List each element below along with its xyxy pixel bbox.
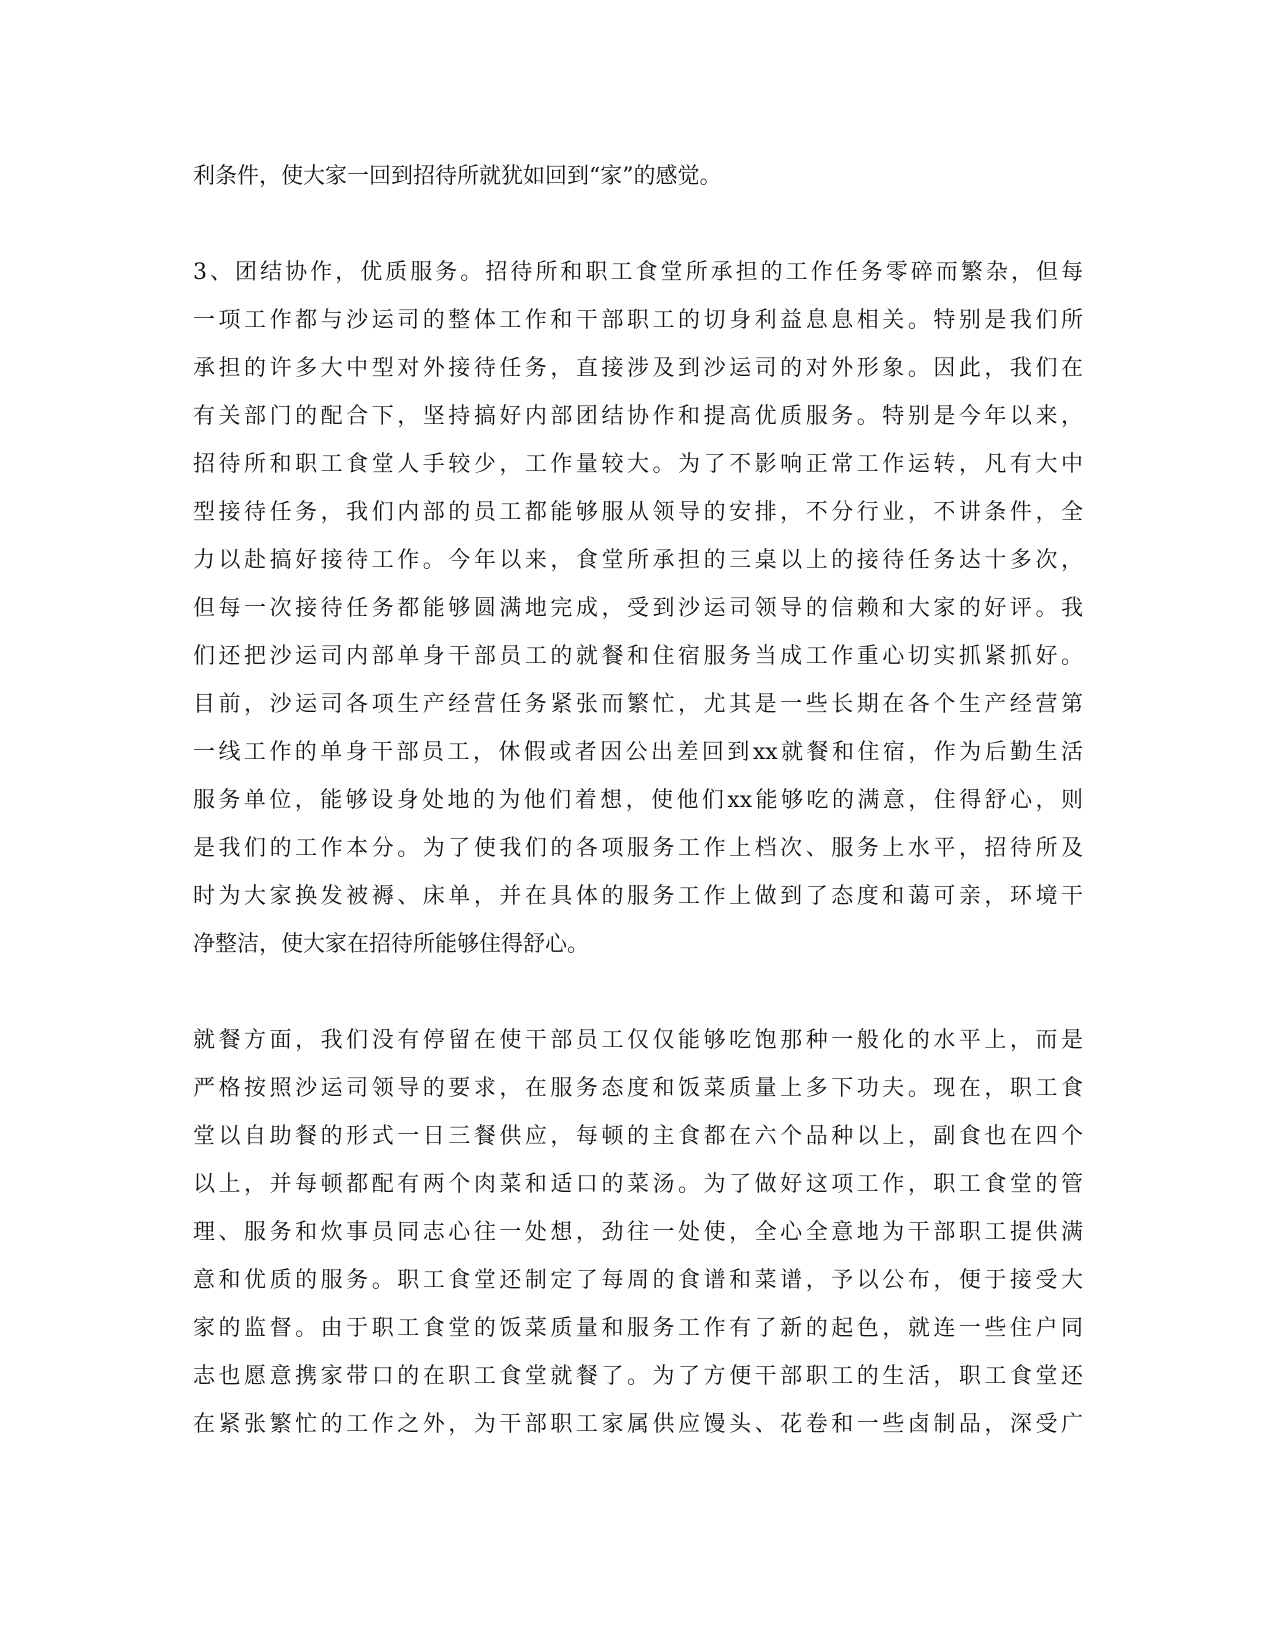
text-line: 净整洁，使大家在招待所能够住得舒心。 xyxy=(193,932,590,957)
paragraph-gap xyxy=(193,201,1083,249)
text-line: 严格按照沙运司领导的要求，在服务态度和饭菜质量上多下功夫。现在，职工食 xyxy=(193,1076,1083,1101)
text-line: 有关部门的配合下，坚持搞好内部团结协作和提高优质服务。特别是今年以来， xyxy=(193,404,1083,429)
text-line: 目前，沙运司各项生产经营任务紧张而繁忙，尤其是一些长期在各个生产经营第 xyxy=(193,692,1083,717)
text-line: 意和优质的服务。职工食堂还制定了每周的食谱和菜谱，予以公布，便于接受大 xyxy=(193,1268,1083,1293)
text-line: 们还把沙运司内部单身干部员工的就餐和住宿服务当成工作重心切实抓紧抓好。 xyxy=(193,644,1083,669)
text-line: 一线工作的单身干部员工，休假或者因公出差回到xx就餐和住宿，作为后勤生活 xyxy=(193,740,1083,765)
text-line: 3、团结协作，优质服务。招待所和职工食堂所承担的工作任务零碎而繁杂，但每 xyxy=(193,260,1083,285)
text-line: 时为大家换发被褥、床单，并在具体的服务工作上做到了态度和蔼可亲，环境干 xyxy=(193,884,1083,909)
text-line: 承担的许多大中型对外接待任务，直接涉及到沙运司的对外形象。因此，我们在 xyxy=(193,356,1083,381)
text-line: 理、服务和炊事员同志心往一处想，劲往一处使，全心全意地为干部职工提供满 xyxy=(193,1220,1083,1245)
paragraph-2 xyxy=(193,249,1083,969)
text-line: 就餐方面，我们没有停留在使干部员工仅仅能够吃饱那种一般化的水平上，而是 xyxy=(193,1028,1083,1053)
text-line: 但每一次接待任务都能够圆满地完成，受到沙运司领导的信赖和大家的好评。我 xyxy=(193,596,1083,621)
text-line: 志也愿意携家带口的在职工食堂就餐了。为了方便干部职工的生活，职工食堂还 xyxy=(193,1364,1083,1389)
text-line: 力以赴搞好接待工作。今年以来，食堂所承担的三桌以上的接待任务达十多次， xyxy=(193,548,1083,573)
text-line: 是我们的工作本分。为了使我们的各项服务工作上档次、服务上水平，招待所及 xyxy=(193,836,1083,861)
document-body xyxy=(193,153,1083,1449)
text-line: 招待所和职工食堂人手较少，工作量较大。为了不影响正常工作运转，凡有大中 xyxy=(193,452,1083,477)
paragraph-1 xyxy=(193,153,1083,201)
paragraph-gap xyxy=(193,969,1083,1017)
text-line: 服务单位，能够设身处地的为他们着想，使他们xx能够吃的满意，住得舒心，则 xyxy=(193,788,1083,813)
text-line: 家的监督。由于职工食堂的饭菜质量和服务工作有了新的起色，就连一些住户同 xyxy=(193,1316,1083,1341)
text-line: 以上，并每顿都配有两个肉菜和适口的菜汤。为了做好这项工作，职工食堂的管 xyxy=(193,1172,1083,1197)
text-line: 型接待任务，我们内部的员工都能够服从领导的安排，不分行业，不讲条件，全 xyxy=(193,500,1083,525)
text-line: 堂以自助餐的形式一日三餐供应，每顿的主食都在六个品种以上，副食也在四个 xyxy=(193,1124,1083,1149)
text-line: 利条件，使大家一回到招待所就犹如回到“家”的感觉。 xyxy=(193,164,722,189)
text-line: 在紧张繁忙的工作之外，为干部职工家属供应馒头、花卷和一些卤制品，深受广 xyxy=(193,1412,1083,1437)
paragraph-3 xyxy=(193,1017,1083,1449)
text-line: 一项工作都与沙运司的整体工作和干部职工的切身利益息息相关。特别是我们所 xyxy=(193,308,1083,333)
